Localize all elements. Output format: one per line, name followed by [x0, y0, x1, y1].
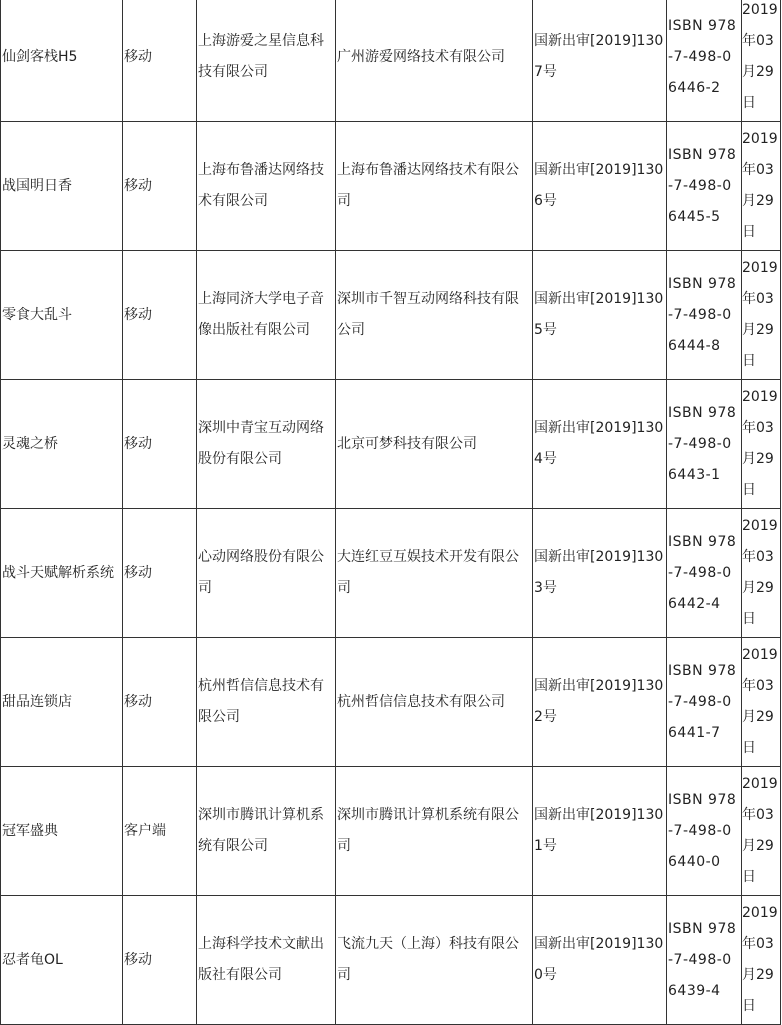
table-row [1, 509, 781, 638]
approval-number: 国新出审[2019]1307号 [533, 0, 667, 122]
game-name: 甜品连锁店 [1, 638, 123, 767]
game-type: 移动 [123, 638, 197, 767]
publisher: 上海游爱之星信息科技有限公司 [197, 0, 336, 122]
publisher: 心动网络股份有限公司 [197, 509, 336, 638]
publisher: 上海布鲁潘达网络技术有限公司 [197, 122, 336, 251]
isbn: ISBN 978-7-498-06443-1 [667, 380, 742, 509]
table-row [1, 0, 781, 122]
operator: 上海布鲁潘达网络技术有限公司 [336, 122, 533, 251]
approval-number: 国新出审[2019]1303号 [533, 509, 667, 638]
approval-number: 国新出审[2019]1305号 [533, 251, 667, 380]
isbn: ISBN 978-7-498-06446-2 [667, 0, 742, 122]
isbn: ISBN 978-7-498-06439-4 [667, 896, 742, 1025]
isbn: ISBN 978-7-498-06441-7 [667, 638, 742, 767]
approval-date: 2019年03月29日 [742, 896, 781, 1025]
operator: 深圳市千智互动网络科技有限公司 [336, 251, 533, 380]
table-row [1, 767, 781, 896]
publisher: 上海科学技术文献出版社有限公司 [197, 896, 336, 1025]
approval-date: 2019年03月29日 [742, 638, 781, 767]
approval-date: 2019年03月29日 [742, 0, 781, 122]
game-type: 移动 [123, 380, 197, 509]
approval-number: 国新出审[2019]1302号 [533, 638, 667, 767]
game-name: 战国明日香 [1, 122, 123, 251]
operator: 北京可梦科技有限公司 [336, 380, 533, 509]
approval-number: 国新出审[2019]1301号 [533, 767, 667, 896]
publisher: 深圳市腾讯计算机系统有限公司 [197, 767, 336, 896]
operator: 飞流九天（上海）科技有限公司 [336, 896, 533, 1025]
operator: 深圳市腾讯计算机系统有限公司 [336, 767, 533, 896]
publisher: 上海同济大学电子音像出版社有限公司 [197, 251, 336, 380]
isbn: ISBN 978-7-498-06440-0 [667, 767, 742, 896]
isbn: ISBN 978-7-498-06444-8 [667, 251, 742, 380]
game-type: 客户端 [123, 767, 197, 896]
game-type: 移动 [123, 509, 197, 638]
table-row [1, 896, 781, 1025]
approval-date: 2019年03月29日 [742, 509, 781, 638]
table-row [1, 380, 781, 509]
operator: 大连红豆互娱技术开发有限公司 [336, 509, 533, 638]
game-type: 移动 [123, 896, 197, 1025]
game-name: 战斗天赋解析系统 [1, 509, 123, 638]
isbn: ISBN 978-7-498-06442-4 [667, 509, 742, 638]
approval-date: 2019年03月29日 [742, 767, 781, 896]
game-name: 仙剑客栈H5 [1, 0, 123, 122]
publisher: 深圳中青宝互动网络股份有限公司 [197, 380, 336, 509]
publisher: 杭州哲信信息技术有限公司 [197, 638, 336, 767]
isbn: ISBN 978-7-498-06445-5 [667, 122, 742, 251]
approval-number: 国新出审[2019]1304号 [533, 380, 667, 509]
table-row [1, 251, 781, 380]
game-name: 冠军盛典 [1, 767, 123, 896]
game-type: 移动 [123, 122, 197, 251]
approval-date: 2019年03月29日 [742, 380, 781, 509]
table-row [1, 122, 781, 251]
game-type: 移动 [123, 251, 197, 380]
approval-date: 2019年03月29日 [742, 251, 781, 380]
table-row [1, 638, 781, 767]
operator: 广州游爱网络技术有限公司 [336, 0, 533, 122]
game-type: 移动 [123, 0, 197, 122]
approval-number: 国新出审[2019]1300号 [533, 896, 667, 1025]
game-name: 零食大乱斗 [1, 251, 123, 380]
game-name: 忍者龟OL [1, 896, 123, 1025]
approval-date: 2019年03月29日 [742, 122, 781, 251]
approval-number: 国新出审[2019]1306号 [533, 122, 667, 251]
operator: 杭州哲信信息技术有限公司 [336, 638, 533, 767]
game-name: 灵魂之桥 [1, 380, 123, 509]
